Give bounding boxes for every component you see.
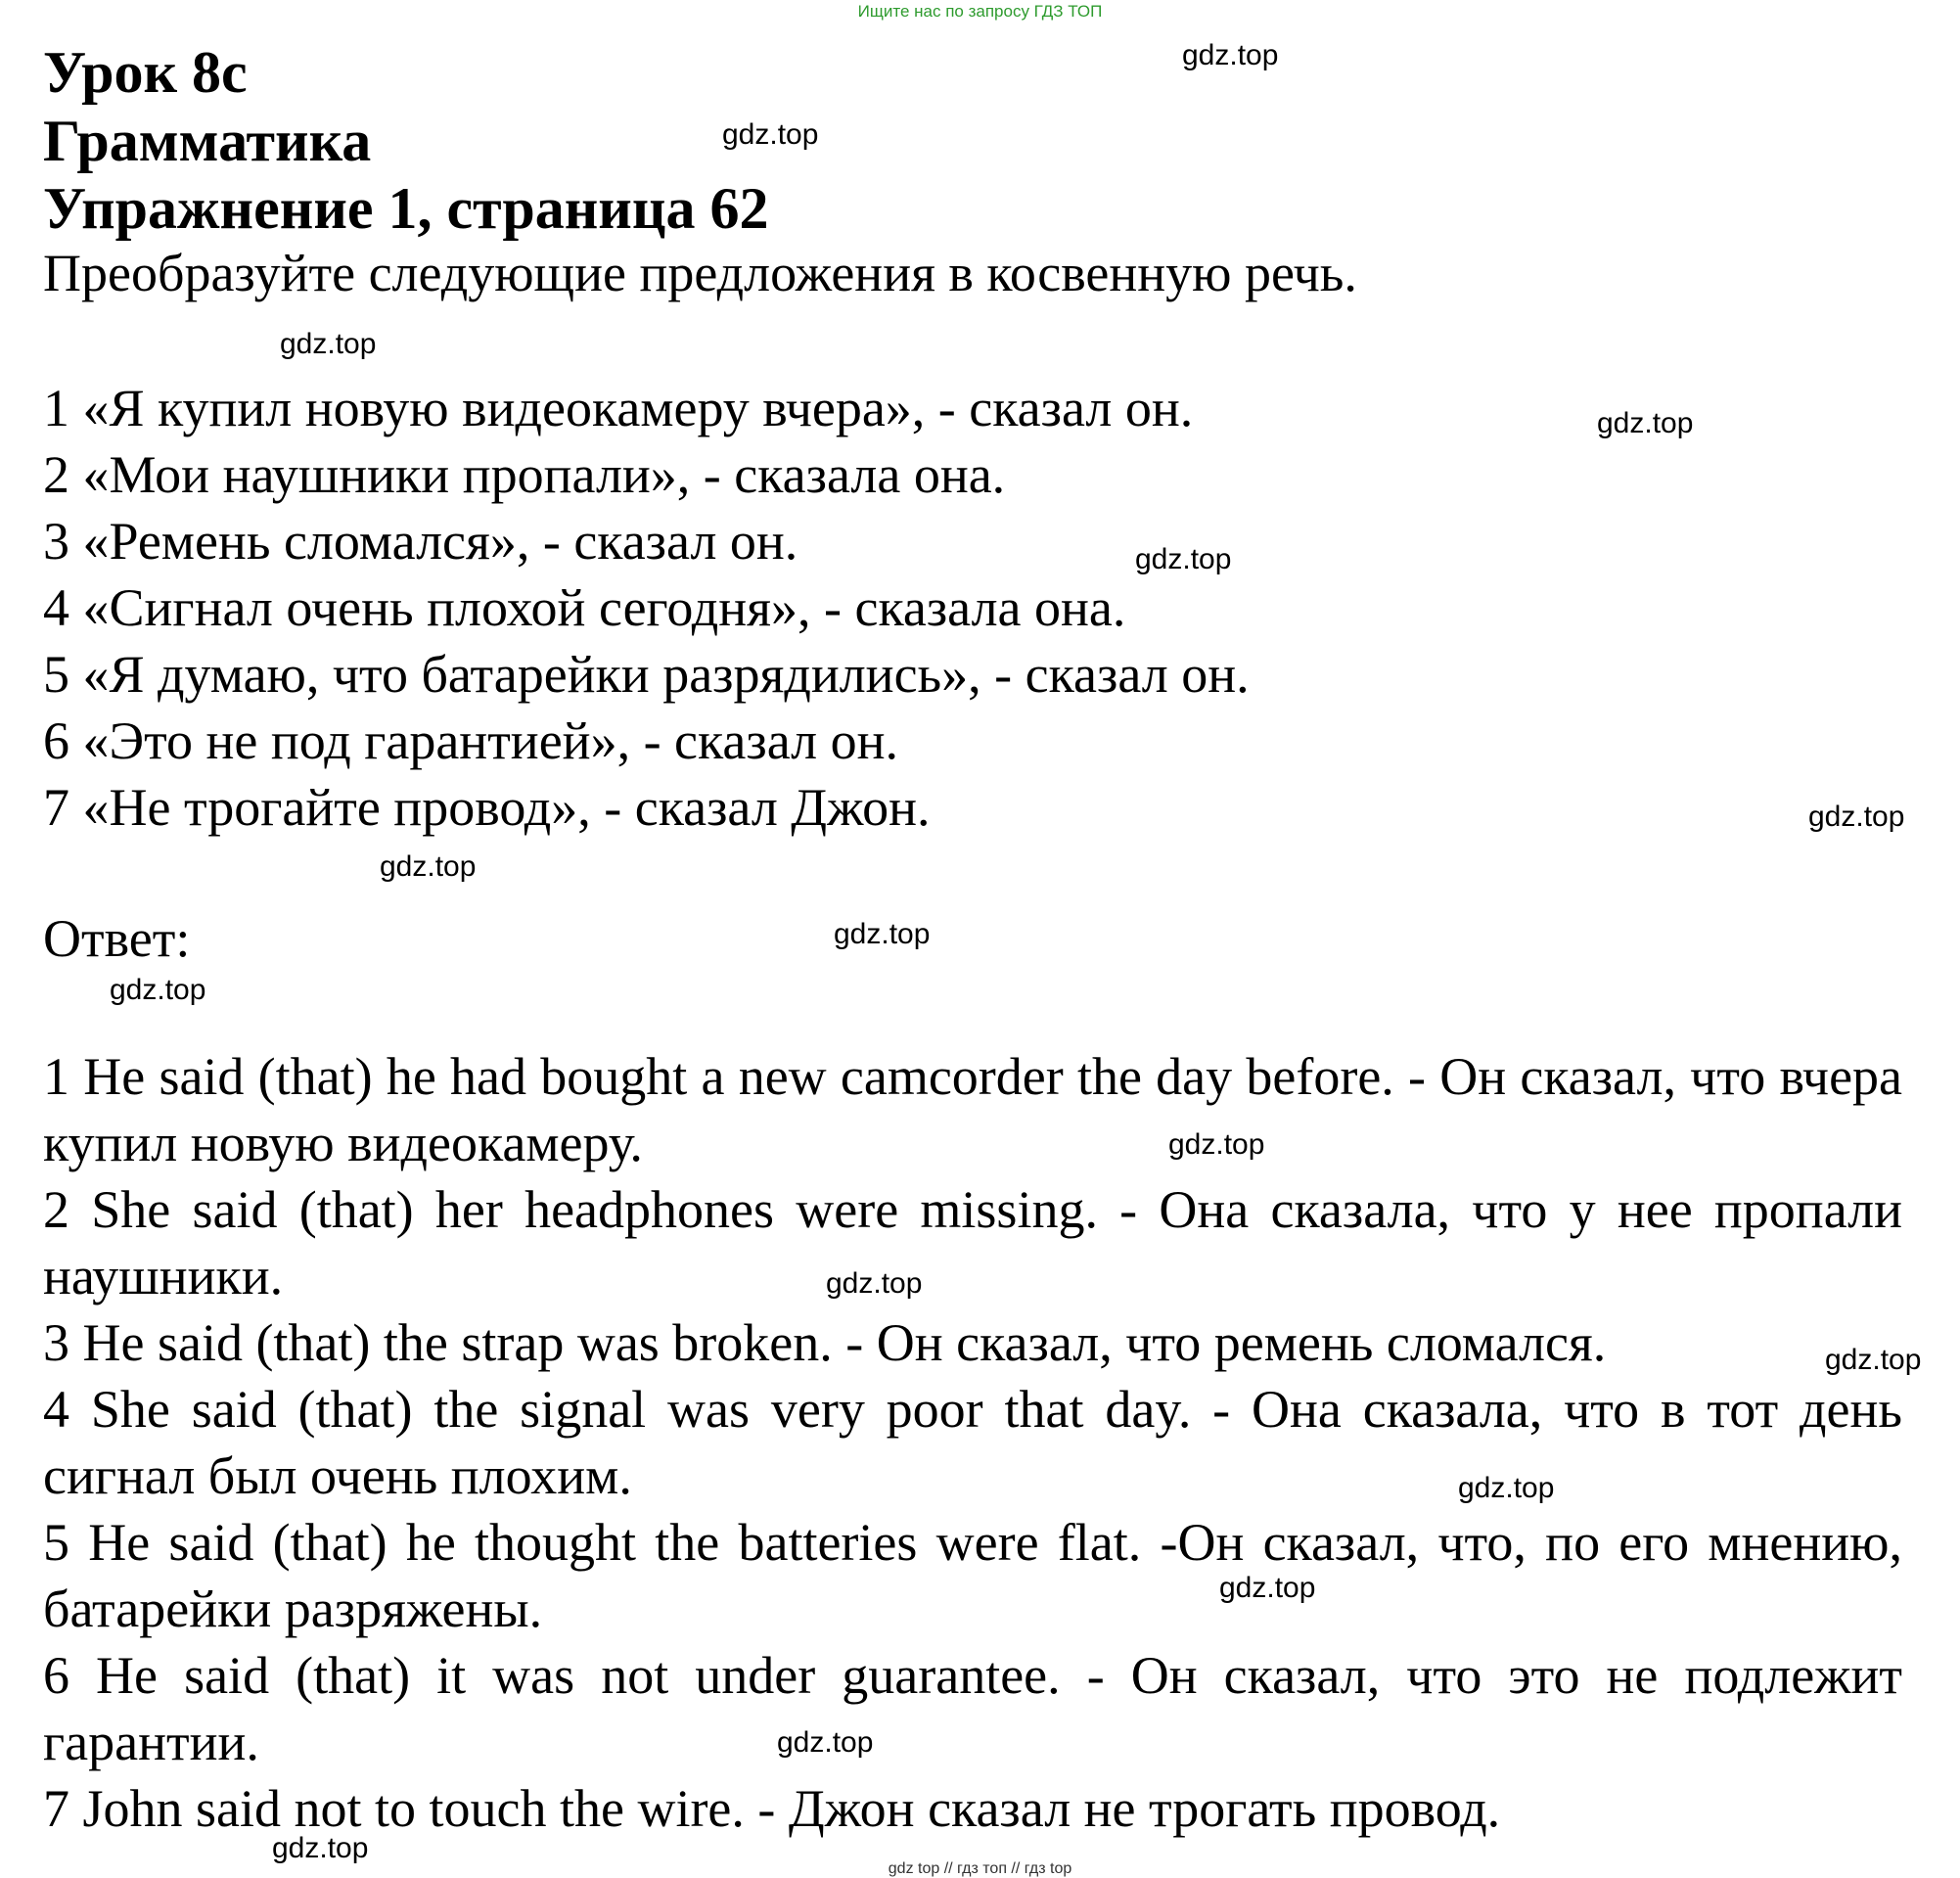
sentence-item: 4 «Сигнал очень плохой сегодня», - сказала она. <box>43 578 1126 637</box>
task-instruction: Преобразуйте следующие предложения в косвенную речь. <box>43 244 1357 302</box>
sentence-item: 1 «Я купил новую видеокамеру вчера», - сказал он. <box>43 379 1194 437</box>
watermark: gdz.top <box>380 850 477 883</box>
watermark: gdz.top <box>834 918 931 950</box>
answer-item: 4 She said (that) the signal was very poor that day. - Она сказала, что в тот день сигнал был очень плохим. <box>43 1380 1902 1505</box>
answer-item: 1 He said (that) he had bought a new camcorder the day before. - Он сказал, что вчера купил новую видеокамеру. <box>43 1047 1902 1172</box>
watermark: gdz.top <box>722 118 819 151</box>
watermark: gdz.top <box>1458 1472 1555 1504</box>
exercise-title: Упражнение 1, страница 62 <box>43 176 769 241</box>
answer-item: 3 He said (that) the strap was broken. - Он сказал, что ремень сломался. <box>43 1313 1607 1372</box>
watermark: gdz.top <box>1168 1128 1265 1161</box>
watermark: gdz.top <box>1808 801 1905 833</box>
watermark: gdz.top <box>272 1832 369 1864</box>
lesson-title: Урок 8c <box>43 40 248 105</box>
answer-item: 2 She said (that) her headphones were missing. - Она сказала, что у нее пропали наушники. <box>43 1180 1902 1305</box>
watermark: gdz.top <box>110 974 206 1006</box>
answer-item: 5 He said (that) he thought the batteries were flat. -Он сказал, что, по его мнению, батарейки разряжены. <box>43 1513 1902 1638</box>
top-banner: Ищите нас по запросу ГДЗ ТОП <box>857 2 1103 21</box>
sentence-item: 2 «Мои наушники пропали», - сказала она. <box>43 445 1006 504</box>
watermark: gdz.top <box>826 1267 923 1300</box>
watermark: gdz.top <box>777 1726 874 1759</box>
watermark: gdz.top <box>1219 1572 1316 1604</box>
footer: gdz top // гдз топ // гдз top <box>888 1860 1072 1877</box>
watermark: gdz.top <box>280 328 377 360</box>
sentence-item: 5 «Я думаю, что батарейки разрядились», - сказал он. <box>43 645 1250 704</box>
answer-item: 7 John said not to touch the wire. - Джон сказал не трогать провод. <box>43 1779 1501 1838</box>
answer-label: Ответ: <box>43 909 191 968</box>
sentence-item: 3 «Ремень сломался», - сказал он. <box>43 512 798 571</box>
watermark: gdz.top <box>1597 407 1694 439</box>
watermark: gdz.top <box>1182 39 1279 71</box>
sentence-item: 6 «Это не под гарантией», - сказал он. <box>43 711 899 770</box>
section-title: Грамматика <box>43 109 372 173</box>
answer-item: 6 He said (that) it was not under guarantee. - Он сказал, что это не подлежит гарантии. <box>43 1646 1902 1771</box>
sentence-item: 7 «Не трогайте провод», - сказал Джон. <box>43 778 931 837</box>
watermark: gdz.top <box>1135 543 1232 575</box>
watermark: gdz.top <box>1825 1344 1922 1376</box>
